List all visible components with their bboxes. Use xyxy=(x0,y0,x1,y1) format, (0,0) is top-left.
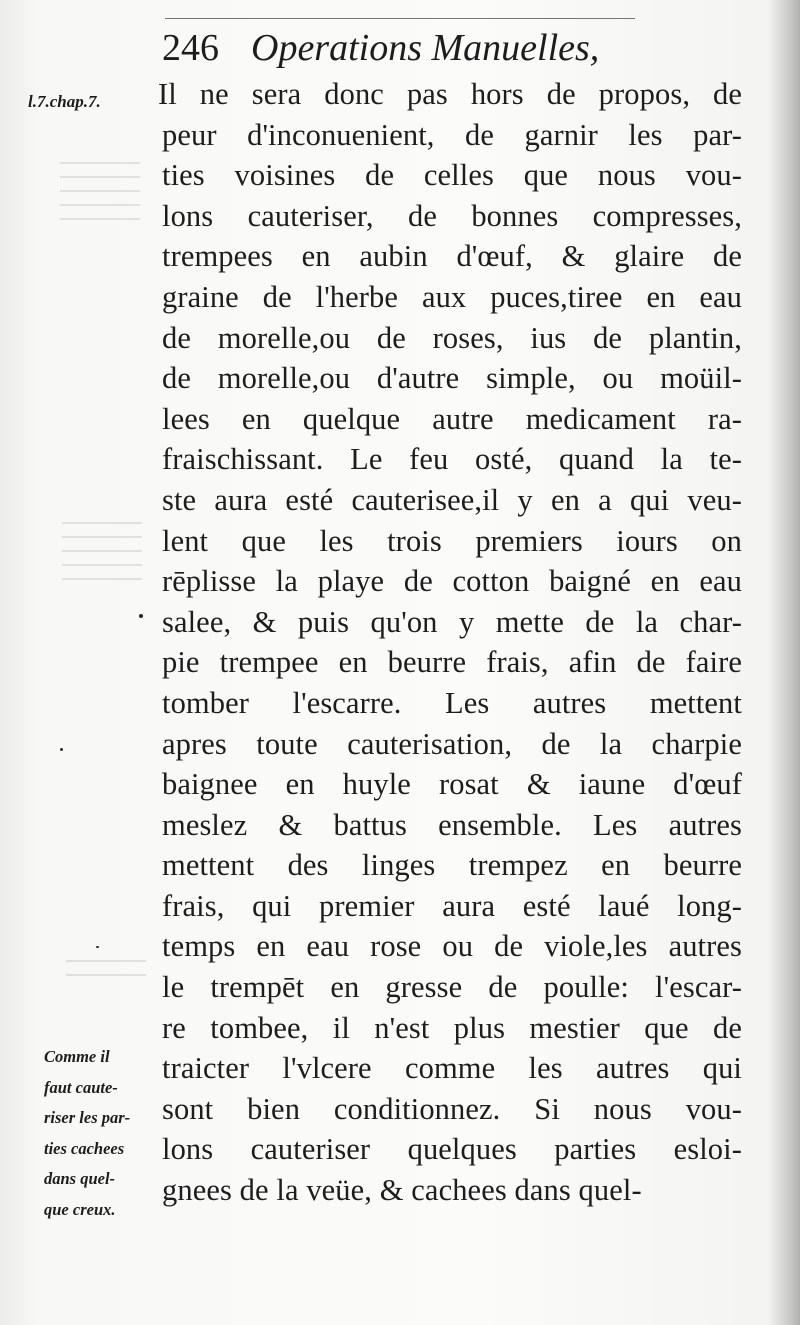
text-line: fraischissant. Le feu osté, quand la te- xyxy=(162,442,742,477)
text-line: peur d'inconuenient, de garnir les par- xyxy=(162,117,742,152)
gutter-shadow xyxy=(768,0,800,1325)
text-line: graine de l'herbe aux puces,tiree en eau xyxy=(162,279,742,314)
text-line: salee, & puis qu'on y mette de la char- xyxy=(162,604,742,639)
text-line: temps en eau rose ou de viole,les autres xyxy=(162,929,742,964)
bleed-through-mark xyxy=(60,160,140,220)
bleed-through-mark xyxy=(62,520,142,580)
text-line: pie trempee en beurre frais, afin de faire xyxy=(162,645,742,680)
ink-speck xyxy=(96,946,99,948)
running-head xyxy=(162,20,762,80)
running-title: Operations Manuelles, xyxy=(251,27,600,69)
text-line: sont bien conditionnez. Si nous vou- xyxy=(162,1091,742,1126)
text-line: mettent des linges trempez en beurre xyxy=(162,848,742,883)
ink-speck xyxy=(60,748,63,751)
page-number: 246 xyxy=(162,27,219,69)
text-line: lent que les trois premiers iours on xyxy=(162,523,742,558)
text-line: le trempēt en gresse de poulle: l'escar- xyxy=(162,970,742,1005)
text-line: trempees en aubin d'œuf, & glaire de xyxy=(162,239,742,274)
margin-note-line: dans quel- xyxy=(44,1169,116,1188)
text-line: ste aura esté cauterisee,il y en a qui veu- xyxy=(162,482,742,517)
text-line: lees en quelque autre medicament ra- xyxy=(162,401,742,436)
margin-note-line: riser les par- xyxy=(44,1108,131,1127)
text-line: Il ne sera donc pas hors de propos, de xyxy=(158,77,742,111)
margin-note-line: faut caute- xyxy=(44,1077,118,1097)
margin-note xyxy=(44,1042,164,1225)
text-line: baignee en huyle rosat & iaune d'œuf xyxy=(162,767,742,802)
text-line: de morelle,ou de roses, ius de plantin, xyxy=(162,320,742,355)
text-line: ties voisines de celles que nous vou- xyxy=(162,158,742,193)
text-line: re tombee, il n'est plus mestier que de xyxy=(162,1010,742,1045)
text-line: frais, qui premier aura esté laué long- xyxy=(162,888,742,923)
text-line: de morelle,ou d'autre simple, ou moüil- xyxy=(162,361,742,396)
text-line: traicter l'vlcere comme les autres qui xyxy=(162,1051,742,1086)
margin-reference: l.7.chap.7. xyxy=(28,92,101,111)
margin-note-line: Comme il xyxy=(44,1047,110,1066)
text-line: rēplisse la playe de cotton baigné en eau xyxy=(162,564,742,599)
ink-speck xyxy=(139,614,143,618)
header-rule xyxy=(165,18,635,19)
text-line: lons cauteriser quelques parties esloi- xyxy=(162,1132,742,1167)
body-text xyxy=(158,74,742,1211)
text-line: meslez & battus ensemble. Les autres xyxy=(162,807,742,842)
text-line: apres toute cauterisation, de la charpie xyxy=(162,726,742,761)
margin-note-line: que creux. xyxy=(44,1199,116,1219)
bleed-through-mark xyxy=(66,958,146,976)
text-line: gnees de la veüe, & cachees dans quel- xyxy=(162,1173,642,1208)
margin-note-line: ties cachees xyxy=(44,1138,125,1158)
text-line: lons cauteriser, de bonnes compresses, xyxy=(162,198,742,233)
text-line: tomber l'escarre. Les autres mettent xyxy=(162,685,742,720)
